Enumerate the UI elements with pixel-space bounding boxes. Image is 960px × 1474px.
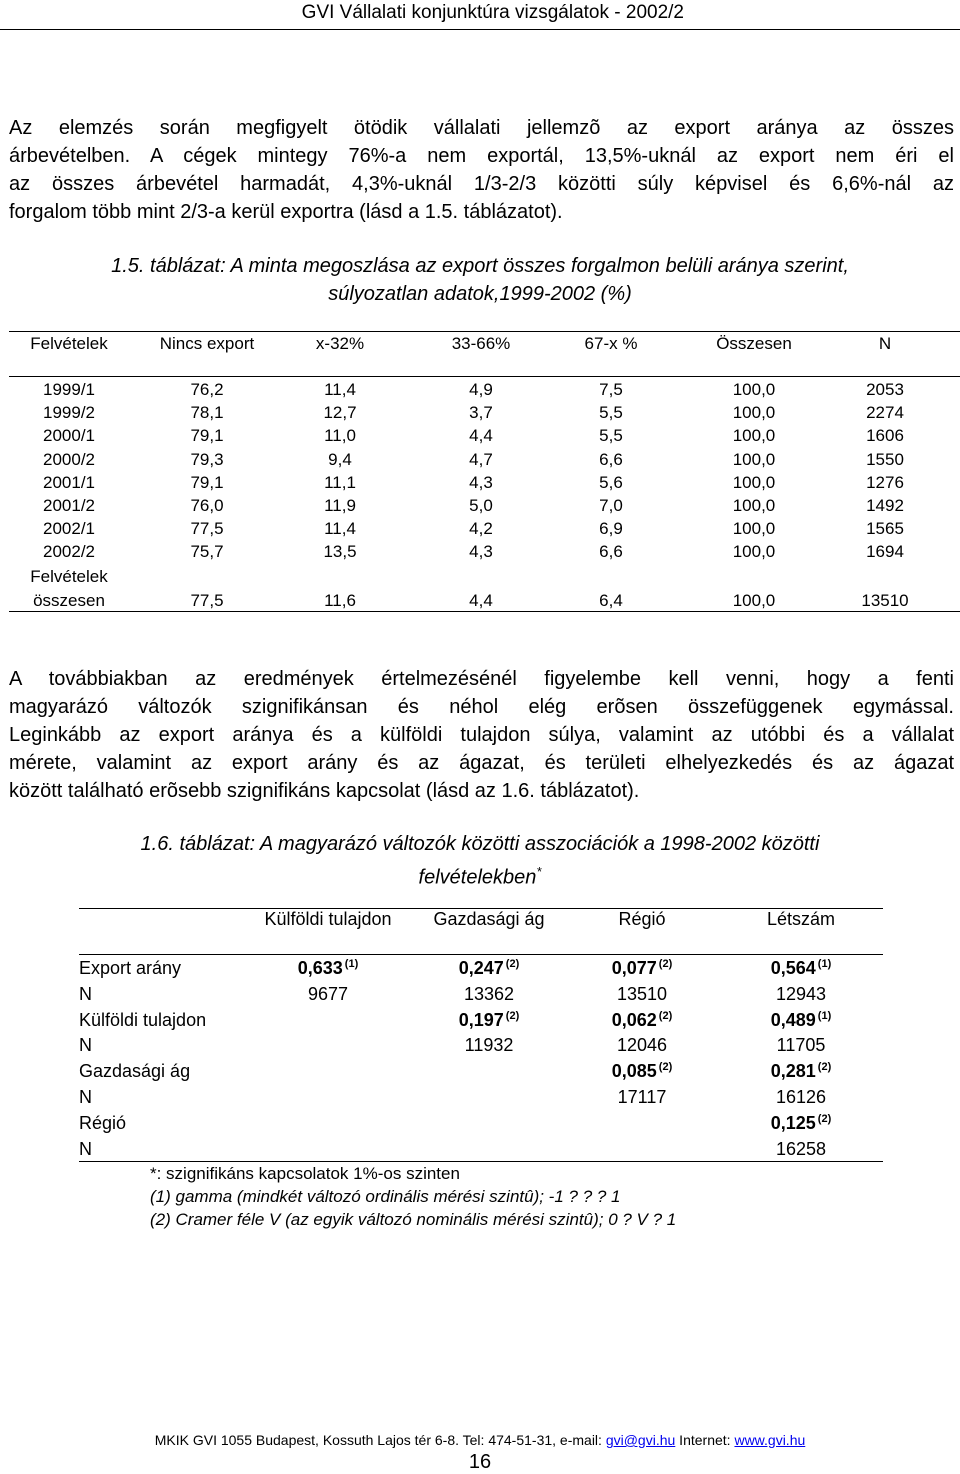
table2-cell-superscript: (2)	[817, 1112, 832, 1125]
table1-cell: 2053	[866, 380, 904, 399]
table1-header-cell: Összesen	[716, 334, 792, 353]
table1-total-label: összesen	[33, 591, 105, 610]
table1-cell: 100,0	[732, 496, 776, 515]
table2-cell-value: 11932	[464, 1035, 514, 1056]
table2-cell	[562, 1087, 722, 1108]
table2-cell-superscript: (2)	[658, 1061, 673, 1074]
table1-cell: 7,0	[599, 496, 623, 515]
table2-cell-value: 16258	[775, 1138, 827, 1159]
footer-address: MKIK GVI 1055 Budapest, Kossuth Lajos tér 6-8. Tel: 474-51-31, e-mail:	[154, 1432, 606, 1448]
table2-cell-value: 0,077	[611, 958, 657, 978]
table2-cell-superscript: (2)	[658, 1009, 673, 1022]
table1-cell: 12,7	[323, 403, 357, 423]
table2-notes	[150, 1162, 676, 1231]
table1-cell: 1492	[866, 496, 904, 515]
footer-email-link[interactable]: gvi@gvi.hu	[605, 1432, 676, 1448]
table1-cell: 11,4	[324, 380, 356, 399]
table2-cell	[721, 1113, 881, 1134]
table1-total-label: Felvételek	[30, 567, 108, 586]
table1-header-cell: N	[878, 334, 892, 353]
table2-row-label: N	[79, 1138, 92, 1159]
table1-cell: 4,7	[469, 449, 493, 469]
paragraph-line: Az elemzés során megfigyelt ötödik vállalati jellemzõ az export aránya az összes	[9, 117, 954, 139]
table2-cell	[721, 984, 881, 1005]
table2-cell	[248, 984, 408, 1005]
table1-cell: 2001/1	[43, 472, 95, 492]
table1-header-cell: Felvételek	[30, 334, 108, 353]
table1-cell: 1550	[866, 449, 904, 469]
table2-cell-value: 9677	[307, 983, 349, 1004]
footer-website-link[interactable]: www.gvi.hu	[734, 1432, 806, 1448]
table2-cell-value: 0,062	[611, 1009, 657, 1030]
table1-cell: 79,1	[190, 426, 224, 446]
paragraph-line: árbevételben. A cégek mintegy 76%-a nem exportál, 13,5%-uknál az export nem éri el	[9, 145, 954, 167]
table2-row-label: N	[79, 1035, 92, 1056]
table2-note: (1) gamma (mindkét változó ordinális mérési szintû); -1 ? ? ? 1	[150, 1187, 621, 1206]
table2-cell-value: 0,564	[770, 958, 816, 978]
table2-cell-value: 16126	[775, 1087, 827, 1107]
table2-cell	[562, 958, 722, 979]
table1-cell: 76,0	[190, 496, 224, 515]
table1-cell: 4,2	[469, 519, 493, 539]
table1-cell: 11,0	[324, 426, 356, 446]
table1-cell: 11,1	[324, 472, 356, 492]
table1-cell: 100,0	[732, 449, 776, 469]
table2-cell-value: 0,633	[297, 958, 343, 978]
table2-row-label: N	[79, 983, 92, 1004]
table1-cell: 100,0	[732, 542, 776, 562]
table2-cell	[248, 958, 408, 979]
table1-cell: 13,5	[323, 542, 357, 562]
table1-cell: 100,0	[732, 380, 776, 399]
table2-cell	[409, 958, 569, 979]
paragraph-line: között található erõsebb szignifikáns kapcsolat (lásd az 1.6. táblázatot).	[9, 780, 640, 802]
table2-cell-superscript: (2)	[817, 1061, 832, 1074]
paragraph-line: Leginkább az export aránya és a külföldi tulajdon súlya, valamint az utóbbi és a vállalat	[9, 724, 954, 746]
table1-total-cell: 13510	[861, 591, 909, 610]
table1-cell: 7,5	[599, 380, 623, 399]
table1-cell: 4,9	[469, 380, 493, 399]
table1-cell: 1999/2	[43, 403, 95, 423]
table1-cell: 2001/2	[43, 496, 95, 515]
table2-cell	[562, 1010, 722, 1031]
table2-cell	[721, 958, 881, 979]
table2-cell	[721, 1010, 881, 1031]
table2-caption-line2-text: felvételekben	[418, 866, 537, 889]
table1-cell: 4,4	[469, 426, 493, 446]
table1-cell: 1999/1	[43, 380, 95, 399]
table2-cell	[409, 984, 569, 1005]
table1-total-cell: 77,5	[190, 591, 224, 610]
table2-row-label: Export arány	[79, 958, 182, 978]
table2-cell	[562, 1035, 722, 1056]
table2-cell-value: 11705	[776, 1035, 826, 1056]
table2-cell	[721, 1035, 881, 1056]
table1-cell: 3,7	[469, 403, 493, 423]
table2-header-cell: Régió	[618, 909, 666, 929]
table1-cell: 100,0	[732, 403, 776, 423]
table1-cell: 6,6	[599, 542, 623, 562]
table2-cell	[409, 1010, 569, 1031]
table1-total-cell: 100,0	[732, 591, 776, 610]
table1-cell: 5,5	[599, 426, 623, 446]
table1-cell: 5,0	[469, 496, 493, 515]
table1-cell: 79,1	[190, 472, 224, 492]
paragraph-line: mérete, valamint az export arány és az ágazat, és területi elhelyezkedés és az ágazat	[9, 752, 954, 774]
table2-cell-value: 0,197	[458, 1009, 504, 1030]
table1-cell: 6,9	[599, 519, 623, 539]
table2-cell-superscript: (2)	[505, 1009, 520, 1022]
table1-cell: 2000/1	[43, 426, 95, 446]
table2-cell-superscript: (2)	[658, 958, 673, 970]
table1-cell: 2000/2	[43, 449, 95, 469]
table2-header-cell: Létszám	[766, 909, 836, 929]
table2-cell-superscript: (1)	[817, 1009, 832, 1022]
table1-total-cell: 6,4	[599, 591, 623, 610]
page-footer	[0, 1432, 960, 1448]
table1-caption-line1: 1.5. táblázat: A minta megoszlása az export összes forgalmon belüli aránya szerint,	[111, 255, 849, 277]
table2-caption-mark: *	[536, 864, 542, 879]
table1-cell: 4,3	[469, 542, 493, 562]
page-number: 16	[468, 1451, 492, 1473]
table1-header-cell: x-32%	[315, 334, 365, 353]
table1-cell: 5,6	[599, 472, 623, 492]
table2-note: (2) Cramer féle V (az egyik változó nominális mérési szintû); 0 ? V ? 1	[150, 1210, 677, 1229]
table2-cell-superscript: (1)	[817, 958, 832, 970]
table2-cell-superscript: (1)	[344, 958, 359, 970]
table1-cell: 77,5	[190, 519, 224, 539]
table2-cell-value: 17117	[617, 1087, 667, 1107]
table2-cell	[562, 1061, 722, 1082]
table1-cell: 100,0	[732, 472, 776, 492]
table1-cell: 2002/2	[43, 542, 95, 562]
table1-cell: 1276	[866, 472, 904, 492]
table2-cell-value: 0,489	[770, 1009, 816, 1030]
table2-cell-value: 0,247	[458, 958, 504, 978]
footer-internet-label: Internet:	[675, 1432, 735, 1448]
table2-row-label: Külföldi tulajdon	[79, 1009, 207, 1030]
table2-cell-value: 13510	[616, 983, 668, 1004]
table2-cell	[721, 1087, 881, 1108]
table2-cell	[721, 1061, 881, 1082]
table1-cell: 6,6	[599, 449, 623, 469]
table1-header-cell: Nincs export	[159, 334, 255, 353]
table2-cell	[409, 1035, 569, 1056]
table2-cell-value: 0,085	[611, 1061, 657, 1082]
table1-caption-line2: súlyozatlan adatok,1999-2002 (%)	[328, 283, 632, 305]
table2-cell-value: 13362	[463, 983, 515, 1004]
table1-cell: 75,7	[190, 542, 224, 562]
table2-header-cell: Külföldi tulajdon	[264, 909, 392, 929]
paragraph-line: forgalom több mint 2/3-a kerül exportra (lásd a 1.5. táblázatot).	[9, 201, 563, 223]
table1-total-cell: 4,4	[469, 591, 493, 610]
table1-cell: 4,3	[469, 472, 493, 492]
table1-cell: 2002/1	[43, 519, 95, 539]
table2-note: *: szignifikáns kapcsolatok 1%-os szinten	[150, 1164, 460, 1183]
table1-cell: 11,4	[324, 519, 356, 539]
table2-header-cell: Gazdasági ág	[433, 909, 545, 929]
table1-cell: 1565	[866, 519, 904, 539]
paragraph-line: magyarázó változók szignifikánsan és néhol elég erõsen összefüggenek egymással.	[9, 696, 954, 718]
table1-cell: 76,2	[190, 380, 224, 399]
table1-cell: 78,1	[190, 403, 224, 423]
table1-cell: 5,5	[599, 403, 623, 423]
table1-cell: 11,9	[324, 496, 356, 515]
table1-cell: 100,0	[732, 426, 776, 446]
paragraph-line: A továbbiakban az eredmények értelmezésénél figyelembe kell venni, hogy a fenti	[9, 668, 954, 690]
table1-cell: 9,4	[328, 449, 352, 469]
table1-cell: 100,0	[732, 519, 776, 539]
table2-cell-superscript: (2)	[505, 958, 520, 970]
table2-cell	[562, 984, 722, 1005]
table2-cell-value: 12046	[616, 1035, 668, 1056]
table2-row-label: N	[79, 1087, 92, 1107]
header-title: GVI Vállalati konjunktúra vizsgálatok - 2002/2	[301, 2, 684, 23]
table1-cell: 79,3	[190, 449, 224, 469]
table1-header-cell: 33-66%	[451, 334, 511, 353]
table1-header-cell: 67-x %	[584, 334, 638, 353]
table2-cell-value: 0,281	[770, 1061, 816, 1082]
table1-cell: 1606	[866, 426, 904, 446]
paragraph-line: az összes árbevétel harmadát, 4,3%-uknál 1/3-2/3 közötti súly képvisel és 6,6%-nál az	[9, 173, 954, 195]
table1-cell: 1694	[866, 542, 904, 562]
table2-row-label: Régió	[79, 1112, 127, 1133]
table2-row-label: Gazdasági ág	[79, 1061, 191, 1082]
table1-total-cell: 11,6	[324, 591, 356, 610]
table2-cell-value: 12943	[775, 983, 827, 1004]
table1-cell: 2274	[866, 403, 904, 423]
table2-caption-line1: 1.6. táblázat: A magyarázó változók közötti asszociációk a 1998-2002 közötti	[140, 833, 820, 855]
table2-cell	[721, 1139, 881, 1160]
table2-cell-value: 0,125	[770, 1112, 816, 1133]
